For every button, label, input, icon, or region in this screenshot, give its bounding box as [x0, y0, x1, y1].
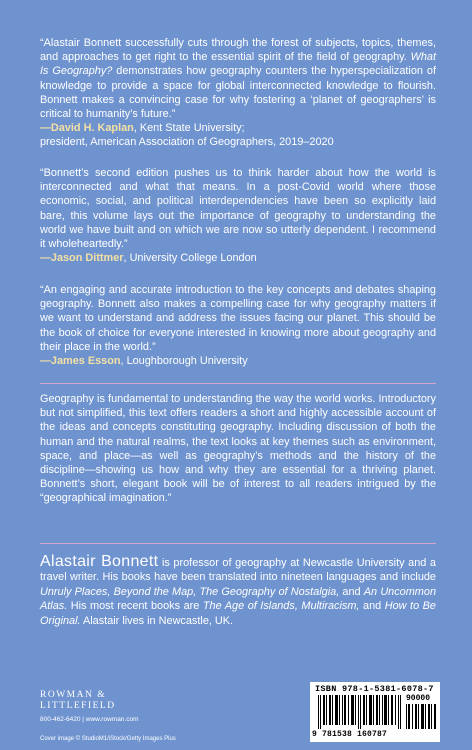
price-code: 90000 — [406, 694, 431, 703]
bio-text: is professor of geography at Newcastle University and a travel writer. His books have been translated into nineteen languages and include — [40, 557, 436, 584]
reviewer-name: —James Esson — [40, 355, 121, 368]
quote-attribution — [40, 121, 436, 135]
reviewer-affiliation: , University College London — [123, 252, 257, 265]
review-quote-3 — [40, 283, 436, 368]
bio-text: and — [359, 600, 385, 613]
publisher-contact: 800-462-6420 | www.rowman.com — [40, 716, 139, 723]
quote-text-part: demonstrates how geography counters the hyperspecialization of knowledge to provide a space for global interconnected knowledge to flourish. Bonnett makes a convincing case for why fostering a ‘planet of geographers’ is critical to humanity’s future.” — [40, 65, 436, 121]
quote-attribution — [40, 354, 436, 368]
book-titles-italic: An Uncommon Atlas. — [40, 585, 436, 613]
bio-text: and — [339, 585, 364, 598]
barcode-number: 9 781538 160787 — [312, 730, 388, 739]
quote-attribution — [40, 251, 436, 265]
reviewer-name: —David H. Kaplan — [40, 122, 134, 135]
book-titles-italic: The Age of Islands, Multiracism, — [202, 600, 360, 613]
section-divider — [40, 543, 436, 544]
book-title-italic: What Is Geography? — [40, 51, 436, 78]
review-quote-2 — [40, 166, 436, 265]
quote-text: “An engaging and accurate introduction to the key concepts and debates shaping geography. Bonnett also makes a compelling case for why geography matters if we want to understand and address the issues facing our planet. This should be the book of choice for everyone interested in knowing more about geography and their place in the world.” — [40, 284, 436, 353]
isbn-barcode — [310, 682, 440, 742]
author-name: Alastair Bonnett — [40, 553, 159, 570]
book-description: Geography is fundamental to understanding the way the world works. Introductory but not simplified, this text offers readers a short and highly accessible account of the ideas and concepts constituting geography. Including discussion of both the human and the natural realms, the text looks at key themes such as environment, space, and place—as well as geography’s methods and the history of the discipline—showing us how and why they are essential for a thriving planet. Bonnett’s short, elegant book will be of interest to all readers intrigued by the “geographical imagination.” — [40, 393, 436, 505]
reviewer-name: —Jason Dittmer — [40, 252, 124, 265]
reviewer-affiliation: , Loughborough University — [120, 355, 248, 368]
quote-text: “Bonnett’s second edition pushes us to think harder about how the world is interconnected and what that means. In a post-Covid world where those economic, social, and political interdependencies have been so explicitly laid bare, this volume lays out the importance of geography to understanding the world we have built and on which we are now so utterly dependent. I recommend it wholeheartedly.” — [40, 167, 436, 251]
publisher-name-line1: ROWMAN & — [40, 690, 107, 700]
publisher-logo — [40, 690, 139, 724]
quote-text-part: “Alastair Bonnett successfully cuts through the forest of subjects, topics, themes, and approaches to get right to the essential spirit of the field of geography. — [40, 37, 436, 64]
cover-credit: Cover image © StudioM1/iStock/Getty Images Plus — [40, 736, 176, 742]
reviewer-affiliation: , Kent State University; — [133, 122, 245, 135]
bio-text: His most recent books are — [67, 600, 203, 613]
section-divider — [40, 383, 436, 384]
review-quote-1 — [40, 36, 436, 150]
isbn-text: ISBN 978-1-5381-6078-7 — [315, 684, 434, 694]
reviewer-affiliation-line2: president, American Association of Geographers, 2019–2020 — [40, 136, 334, 149]
book-titles-italic: Unruly Places, Beyond the Map, The Geography of Nostalgia, — [40, 585, 340, 598]
book-titles-italic: How to Be Original. — [40, 600, 436, 627]
barcode-bars-icon — [318, 695, 404, 729]
author-bio — [40, 555, 436, 628]
bio-text: Alastair lives in Newcastle, UK. — [80, 614, 234, 627]
addon-barcode-icon — [406, 704, 436, 729]
publisher-name-line2: LITTLEFIELD — [40, 701, 116, 711]
quote-text — [40, 36, 436, 121]
